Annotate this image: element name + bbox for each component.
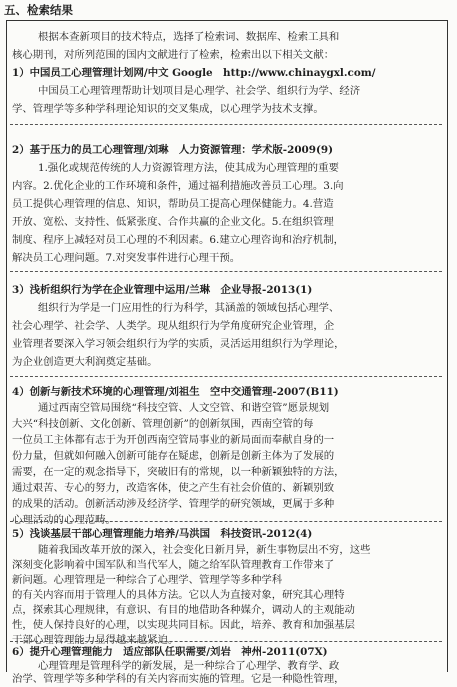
- result-line: 新问题。心理管理是一种综合了心理学、管理学等多种学科: [12, 574, 283, 586]
- result-title: 3）浅析组织行为学在企业管理中运用/兰琳 企业导报-2013(1): [12, 284, 313, 296]
- result-title: 6）提升心理管理能力 适应部队任职需要/刘岩 神州-2011(07X): [12, 646, 328, 658]
- result-line: 心理管理是管理科学的新发展，是一种综合了心理学、教育学、政: [38, 660, 340, 672]
- result-line: 份力量，但就如何融入创新可能存在疑虑，创新是创新主体为了发展的: [12, 450, 335, 462]
- separator: [10, 521, 442, 522]
- separator: [10, 124, 442, 125]
- result-line: 性，使人保持良好的心理，以实现共同目标。因此，培养、教育和加强基层: [12, 619, 355, 631]
- separator: [10, 641, 442, 642]
- result-line: 业管理者要深入学习领会组织行为学的实质，灵活运用组织行为学理论，: [12, 338, 345, 350]
- result-line: 大兴“科技创新、文化创新、管理创新”的创新氛围，西南空管的每: [12, 418, 314, 430]
- intro-line: 学、管理学等多种学科理论知识的交叉集成，以心理学为技术支撑。: [12, 103, 324, 115]
- intro-line: 中国员工心理管理帮助计划项目是心理学、社会学、组织行为学、经济: [38, 85, 361, 97]
- result-line: 干部心理管理能力显得越来越紧迫。: [12, 634, 179, 646]
- result-line: 深刻变化影响着中国军队和当代军人，随之给军队管理教育工作带来了: [12, 559, 335, 571]
- result-line: 通过西南空管局围绕“科技空管、人文空管、和谐空管”愿景规划: [38, 402, 330, 414]
- result-title: 5）浅谈基层干部心理管理能力培养/马洪国 科技资讯-2012(4): [12, 528, 313, 540]
- result-line: 一位员工主体都有志于为开创西南空管局事业的新局面而奉献自身的一: [12, 434, 335, 446]
- result-line: 社会心理学、社会学、人类学。现从组织行为学角度研究企业管理，企: [12, 320, 335, 332]
- separator: [10, 271, 442, 272]
- result-title: 4）创新与新技术环境的心理管理/刘祖生 空中交通管理-2007(B11): [12, 386, 339, 398]
- result-line: 解决员工心理问题。7.对突发事件进行心理干预。: [12, 252, 241, 264]
- result-line: 开放、宽松、支持性、低紧张度、合作共赢的企业文化。5.在组织管理: [12, 216, 334, 228]
- result-line: 通过艰苦、专心的努力，改造客体，使之产生有社会价值的、新颖别致: [12, 482, 335, 494]
- intro-line: 核心期刊，对所列范围的国内文献进行了检索，检索出以下相关文献：: [12, 49, 335, 61]
- result-line: 员工提供心理管理的信息、知识，帮助员工提高心理保健能力。4.营造: [12, 198, 334, 210]
- result-line: 点，探索其心理规律，有意识、有目的地借助各种媒介，调动人的主观能动: [12, 604, 355, 616]
- result-title: 2）基于压力的员工心理管理/刘琳 人力资源管理：学术版-2009(9): [12, 144, 334, 156]
- result-line: 的有关内容而用于管理人的具体方法。它以人为直接对象，研究其心理特: [12, 589, 345, 601]
- result-line: 治学、管理学等多种学科的有关内容而实施的管理。它是一种隐性管理，: [12, 673, 345, 685]
- result-line: 的成果的活动。创新活动涉及经济学、管理学的研究领域，更属于多种: [12, 498, 335, 510]
- result-line: 需要，在一定的观念指导下，突破旧有的常规，以一种新颖独特的方法，: [12, 466, 345, 478]
- result-line: 随着我国改革开放的深入，社会变化日新月异，新生事物层出不穷，这些: [38, 544, 371, 556]
- result-line: 组织行为学是一门应用性的行为科学，其涵盖的领域包括心理学、: [38, 302, 340, 314]
- separator: [10, 376, 442, 377]
- result-line: 1.强化或规范传统的人力资源管理方法，使其成为心理管理的重要: [38, 162, 339, 174]
- result-line: 内容。2.优化企业的工作环境和条件，通过福利措施改善员工心理。3.向: [12, 180, 344, 192]
- result-line: 心理活动的心理范畴。: [12, 514, 116, 526]
- result-line: 为企业创造更大利润奠定基础。: [12, 356, 158, 368]
- result-line: 制度、程序上减轻对员工心理的不利因素。6.建立心理咨询和治疗机制，: [12, 234, 345, 246]
- intro-line: 根据本查新项目的技术特点，选择了检索词、数据库、检索工具和: [38, 31, 340, 43]
- section-title: 五、检索结果: [4, 3, 73, 17]
- result-title: 1）中国员工心理管理计划网/中文 Google http://www.chinaygxl.com/: [12, 67, 376, 79]
